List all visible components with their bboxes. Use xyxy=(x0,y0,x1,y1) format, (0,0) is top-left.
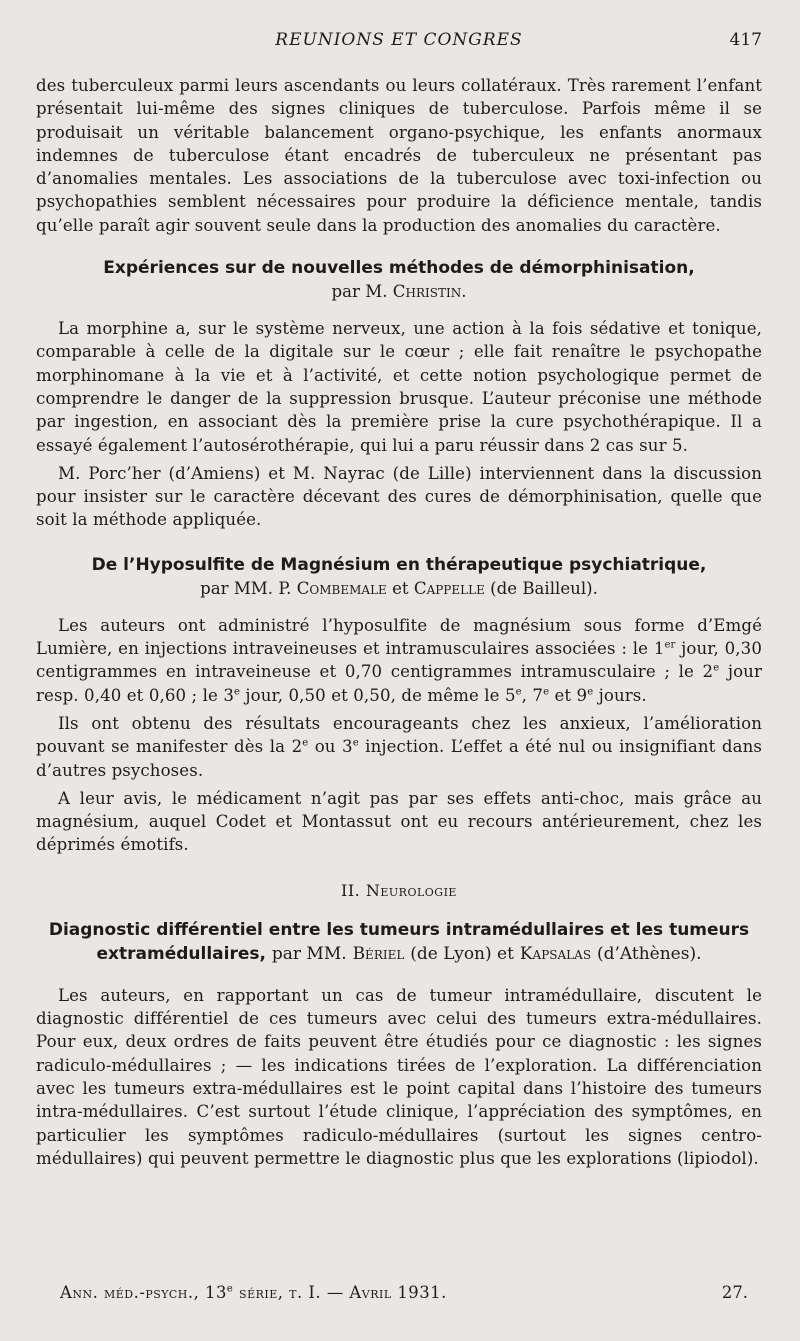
byline-suffix: (de Bailleul). xyxy=(490,578,598,598)
text-run: Les auteurs ont administré l’hyposulfite de magnésium sous forme d’Emgé Lumière, en injections intraveineuses et intramusculaires associées : le 1 xyxy=(36,615,762,659)
superscript: e xyxy=(543,686,550,698)
superscript: e xyxy=(233,686,241,698)
text-run: ou 3 xyxy=(308,737,353,757)
author-place: (de Lyon) et xyxy=(410,943,514,964)
section-title: De l’Hyposulfite de Magnésium en thérapeutique psychiatrique, xyxy=(91,554,707,575)
superscript: er xyxy=(664,639,676,651)
running-title: REUNIONS ET CONGRES xyxy=(275,30,523,50)
text-run: jour, 0,50 et 0,50, de même le 5 xyxy=(240,685,516,705)
superscript: e xyxy=(515,686,522,698)
author-name: Christin xyxy=(392,282,462,302)
page-footer xyxy=(60,1283,748,1307)
series-number: 13 xyxy=(205,1283,227,1302)
series-info: série, t. I. — Avril 1931. xyxy=(239,1283,447,1302)
signature-number: 27. xyxy=(721,1283,748,1302)
paragraph xyxy=(36,712,762,782)
running-head xyxy=(36,30,762,56)
text-run: jours. xyxy=(593,685,647,705)
byline-conj: et xyxy=(392,578,409,598)
journal-citation xyxy=(60,1283,447,1302)
superscript: e xyxy=(352,737,359,749)
paragraph: M. Porc’her (d’Amiens) et M. Nayrac (de Lille) interviennent dans la discussion pour insister sur le caractère décevant des cures de démorphinisation, quelle que soit la méthode appliquée. xyxy=(36,463,762,530)
title-line-1: Diagnostic différentiel entre les tumeurs intramédullaires et les tumeurs xyxy=(48,919,750,940)
journal-name: Ann. méd.-psych., xyxy=(60,1283,200,1302)
byline-prefix: par M. xyxy=(331,282,388,302)
author-name: Combemale xyxy=(296,578,387,598)
text-run: injection. L’effet a été nul ou insignifiant dans d’autres psychoses. xyxy=(36,737,762,780)
page-number: 417 xyxy=(729,30,762,50)
paragraph: Les auteurs, en rapportant un cas de tumeur intramédullaire, discutent le diagnostic différentiel de ces tumeurs avec celui des tumeurs extra-médullaires. Pour eux, deux ordres de faits peuvent être étudiés pour ce diagnostic : les signes radiculo-médullaires ; — les indications tirées de l’exploration. La différenciation avec les tumeurs extra-médullaires est le point capital dans l’histoire des tumeurs intra-médullaires. C’est surtout l’étude clinique, l’appréciation des symptômes, en particulier les symptômes radiculo-médullaires (surtout les signes centro-médullaires) qui peuvent permettre le diagnostic plus que les explorations (lipiodol). xyxy=(36,985,762,1168)
section-title: Expériences sur de nouvelles méthodes de démorphinisation, xyxy=(103,258,695,279)
byline-suffix: . xyxy=(461,282,467,302)
section-title xyxy=(36,918,762,966)
byline-prefix: par MM. P. xyxy=(200,578,292,598)
part-label: Neurologie xyxy=(365,880,457,900)
section-byline xyxy=(36,280,762,303)
intro-paragraph: des tuberculeux parmi leurs ascendants ou leurs collatéraux. Très rarement l’enfant présentait lui-même des signes cliniques de tuberculose. Parfois même il se produisait un véritable balancement organo-psychique, les enfants anormaux indemnes de tuberculose étant encadrés de tuberculeux ne présentant pas d’anomalies mentales. Les associations de la tuberculose avec toxi-infection ou psychopathies semblent nécessaires pour produire la déficience mentale, tandis qu’elle paraît agir souvent seule dans la production des anomalies du caractère. xyxy=(36,76,762,235)
section-hyposulfite xyxy=(36,554,762,857)
page-content xyxy=(36,74,762,1170)
text-run: Ils ont obtenu des résultats encourageants chez les anxieux, l’amélioration pouvant se manifester dès la 2 xyxy=(36,713,762,757)
paragraph: La morphine a, sur le système nerveux, une action à la fois sédative et tonique, comparable à celle de la digitale sur le cœur ; elle fait renaître le psychopathe morphinomane à la vie et à l’activité, et cette notion psychologique permet de comprendre le danger de la suppression brusque. L’auteur préconise une méthode par ingestion, en associant dès la première prise la cure psychothérapique. Il a essayé également l’autosérothérapie, qui lui a paru réussir dans 2 cas sur 5. xyxy=(36,319,762,455)
byline-prefix: par MM. xyxy=(271,943,347,964)
superscript: e xyxy=(302,737,309,749)
superscript: e xyxy=(713,662,720,674)
text-run: jour resp. 0,40 et 0,60 ; le 3 xyxy=(36,662,762,705)
section-tumeurs xyxy=(36,918,762,1170)
text-run: , 7 xyxy=(521,685,544,705)
paragraph: A leur avis, le médicament n’agit pas par ses effets anti-choc, mais grâce au magnésium, auquel Codet et Montassut ont eu recours antérieurement, chez les déprimés émotifs. xyxy=(36,788,762,855)
section-demorphinisation xyxy=(36,257,762,532)
paragraph xyxy=(36,614,762,707)
superscript: e xyxy=(587,686,594,698)
section-byline xyxy=(36,577,762,600)
part-heading xyxy=(36,881,762,900)
author-name: Bériel xyxy=(352,943,405,964)
superscript: e xyxy=(226,1283,234,1295)
author-place: (d’Athènes). xyxy=(596,943,702,964)
text-run: jour, 0,30 centigrammes en intraveineuse et 0,70 centigrammes intramusculaire ; le 2 xyxy=(36,639,762,682)
part-numeral: II. xyxy=(341,880,361,900)
author-name: Kapsalas xyxy=(519,943,592,964)
title-line-2: extramédullaires, xyxy=(96,943,266,964)
text-run: et 9 xyxy=(549,685,588,705)
author-name: Cappelle xyxy=(413,578,485,598)
